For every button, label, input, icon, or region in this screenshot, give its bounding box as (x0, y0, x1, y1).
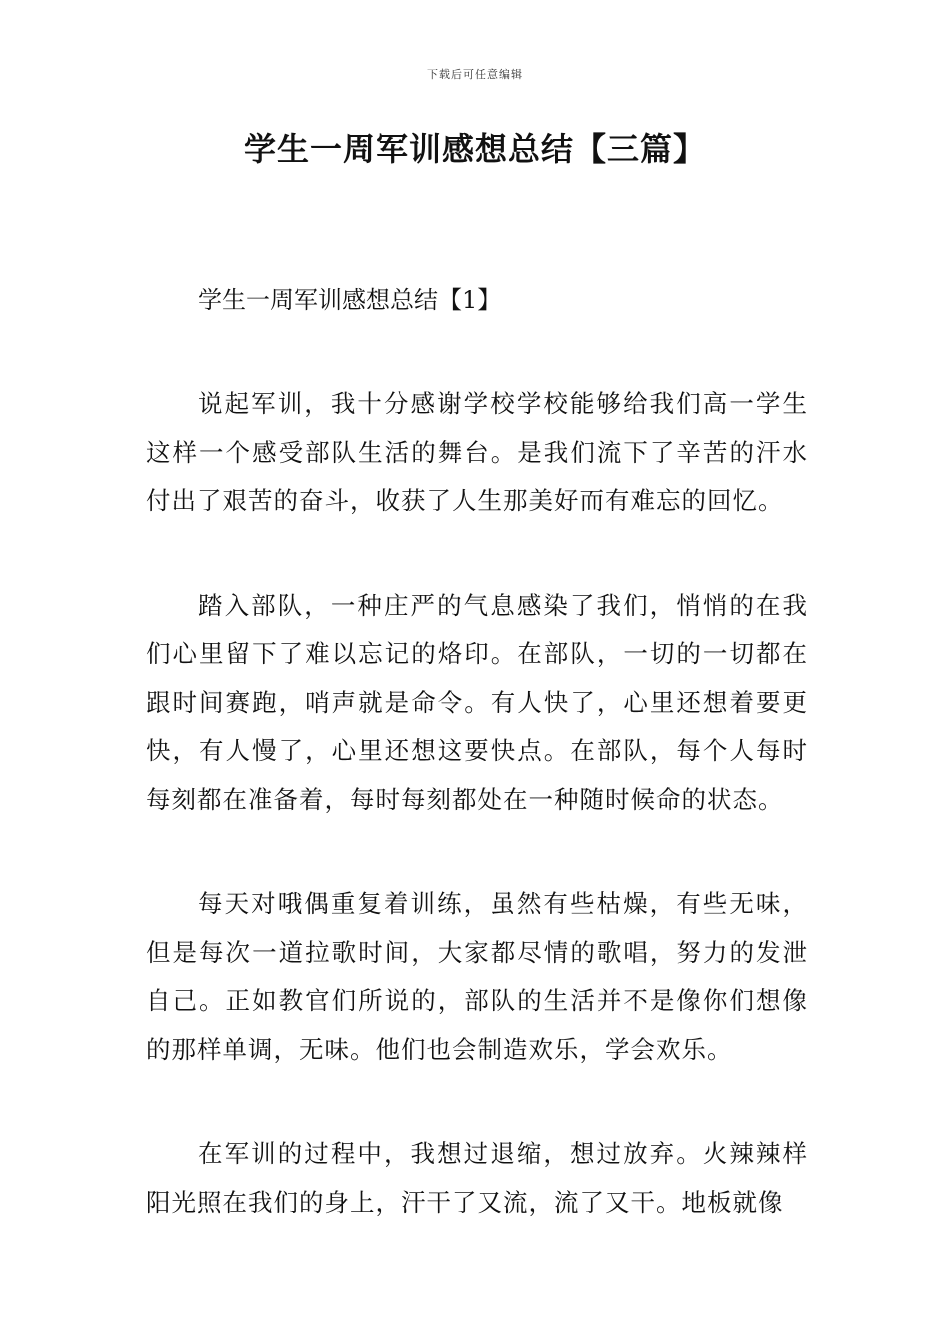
paragraph: 说起军训，我十分感谢学校学校能够给我们高一学生这样一个感受部队生活的舞台。是我们流下了辛苦的汗水付出了艰苦的奋斗，收获了人生那美好而有难忘的回忆。 (146, 389, 808, 515)
paragraph: 在军训的过程中，我想过退缩，想过放弃。火辣辣样阳光照在我们的身上，汗干了又流，流了又干。地板就像 (146, 1139, 808, 1217)
section-heading: 学生一周军训感想总结【1】 (198, 286, 502, 314)
document-title: 学生一周军训感想总结【三篇】 (243, 130, 706, 168)
paragraph: 踏入部队，一种庄严的气息感染了我们，悄悄的在我们心里留下了难以忘记的烙印。在部队，一切的一切都在跟时间赛跑，哨声就是命令。有人快了，心里还想着要更快，有人慢了，心里还想这要快点。在部队，每个人每时每刻都在准备着，每时每刻都处在一种随时候命的状态。 (146, 590, 808, 814)
header-note: 下载后可任意编辑 (427, 68, 523, 81)
document-body (146, 282, 808, 1227)
paragraph: 每天对哦偶重复着训练，虽然有些枯燥，有些无味，但是每次一道拉歌时间，大家都尽情的歌唱，努力的发泄自己。正如教官们所说的，部队的生活并不是像你们想像的那样单调，无味。他们也会制造欢乐，学会欢乐。 (146, 889, 808, 1064)
